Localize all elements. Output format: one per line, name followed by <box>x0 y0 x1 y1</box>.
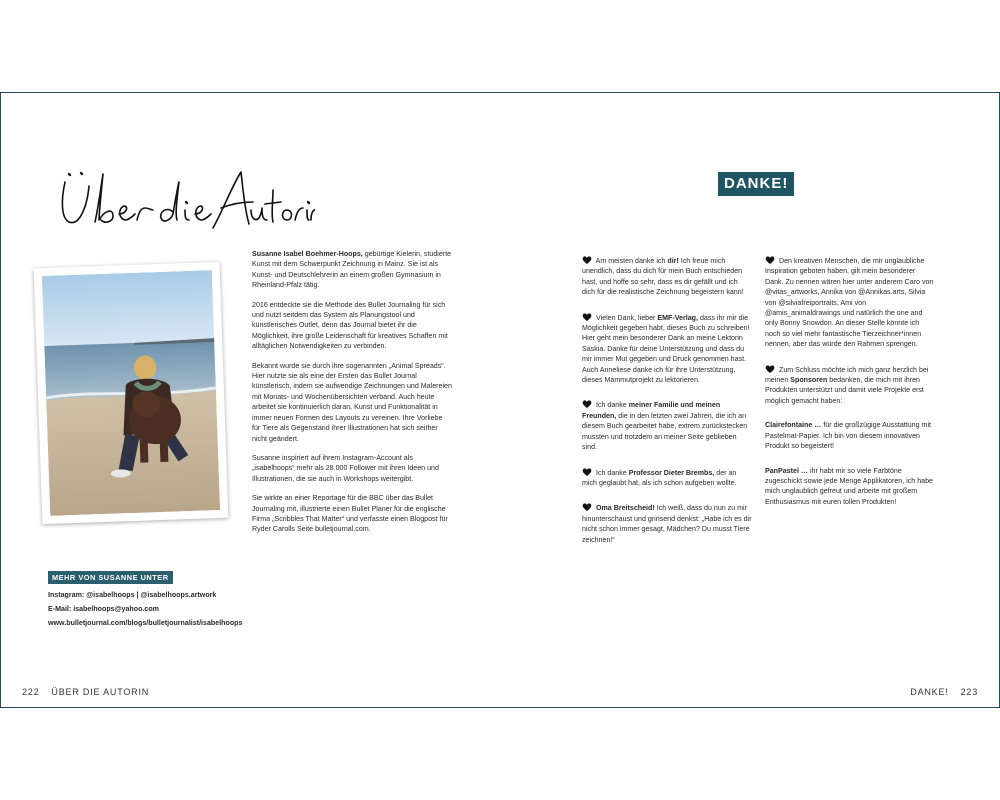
heart-icon <box>582 255 592 265</box>
running-head-right: DANKE! <box>910 687 949 697</box>
title-script-lettering <box>55 160 315 240</box>
heart-icon <box>765 255 775 265</box>
thanks-entry: Zum Schluss möchte ich mich ganz herzlich bei meinen Sponsoren bedanken, die mich mit ihren Produkten unterstützt und damit viele Projekte erst möglich gemacht haben: <box>765 365 929 405</box>
thanks-entry: Ich danke Professor Dieter Brembs, der an mich geglaubt hat, als ich schon aufgeben wollte. <box>582 468 737 487</box>
thanks-column-right <box>765 255 935 521</box>
heart-icon <box>765 364 775 374</box>
heart-icon <box>582 399 592 409</box>
heart-icon <box>582 502 592 512</box>
footer-right <box>910 687 978 697</box>
footer-left <box>22 687 149 697</box>
page-number-left: 222 <box>22 687 40 697</box>
heart-icon <box>582 467 592 477</box>
more-from-author <box>48 571 308 630</box>
sponsor-entry: Clairefontaine … für die großzügige Ausstattung mit Pastelmat-Papier. Ich bin von diesem innovativen Produkt so begeistert! <box>765 421 931 451</box>
email-line: E-Mail: isabelhoops@yahoo.com <box>48 605 159 613</box>
thanks-entry: Vielen Dank, lieber EMF-Verlag, dass ihr mir die Möglichkeit gegeben habt, dieses Buch zu schreiben! Hier geht mein besonderer Dank an meine Lektorin Saskia. Danke für deine Unterstützung und dass du mir immer Mut gegeben und Druck genommen hast. Auch Anneliese danke ich für ihre Unterstützung, dieses Mammutprojekt zu lektorieren. <box>582 313 750 385</box>
bio-paragraph: Sie wirkte an einer Reportage für die BBC über das Bullet Journaling mit, illustrierte einen Bullet Planer für die englische Firma „Scribbles That Matter“ und verfasste einen Blogpost für Ryder Carolls Seite bulletjournal.com. <box>252 494 448 534</box>
thanks-column-left <box>582 255 752 559</box>
more-heading: MEHR VON SUSANNE UNTER <box>48 571 173 584</box>
thanks-entry: Den kreativen Menschen, die mir unglaubliche Inspiration geboten haben, gilt mein besonderer Dank. Zu nennen wären hier unter anderem Caro von @vitas_artworks, Annika von @Annikas.arts, Silvia von @silviafreiportraits, Ami von @amis_animaldrawings und natürlich the one and only Bonny Snowdon. An dieser Stelle könnte ich noch so viel mehr fantastische Tierzeichner*innen nennen, aber das würde den Rahmen sprengen. <box>765 257 934 349</box>
bio-paragraph: Susanne Isabel Boehmer-Hoops, gebürtige Kielerin, studierte Kunst mit dem Schwerpunkt Zeichnung in Mainz. Sie ist als Kunst- und Deutschlehrerin an einem großen Gymnasium in Rheinland-Pfalz tätig. <box>252 250 452 290</box>
heart-icon <box>582 312 592 322</box>
thanks-entry: Ich danke meiner Familie und meinen Freunden, die in den letzten zwei Jahren, die ich an diesem Buch gearbeitet habe, extrem zurückstecken mussten und trotzdem an meiner Seite geblieben sind. <box>582 401 748 452</box>
sponsor-entry: PanPastel … ihr habt mir so viele Farbtöne zugeschickt sowie jede Menge Applikatoren, ich habe mich unglaublich gefreut und arbeite mit großem Enthusiasmus mit euren tollen Produkten! <box>765 466 933 506</box>
running-head-left: ÜBER DIE AUTORIN <box>51 687 150 697</box>
website-line: www.bulletjournal.com/blogs/bulletjournalist/isabelhoops <box>48 619 243 627</box>
thanks-entry: Am meisten danke ich dir! Ich freue mich unendlich, dass du dich für mein Buch entschieden hast, und hoffe so sehr, dass es dir gefällt und ich dich für die realistische Zeichnung begeistern kann! <box>582 257 744 297</box>
bio-paragraph: 2016 entdeckte sie die Methode des Bullet Journaling für sich und nutzt seitdem das System als Planungstool und künstlerisches Outlet, denn das Journal bietet ihr die Möglichkeit, ihre große Leidenschaft für kreatives Schaffen mit alltäglichen Notwendigkeiten zu verbinden. <box>252 300 448 351</box>
instagram-line: Instagram: @isabelhoops | @isabelhoops.artwork <box>48 591 217 599</box>
page-number-right: 223 <box>960 687 978 697</box>
thanks-entry: Oma Breitscheid! Ich weiß, dass du nun zu mir hinunterschaust und grinsend denkst: „Habe ich es dir nicht schon immer gesagt, Mädchen? Du musst Tiere zeichnen!“ <box>582 504 752 544</box>
danke-heading: DANKE! <box>718 172 794 196</box>
bio-paragraph: Bekannt wurde sie durch ihre sogenannten „Animal Spreads“. Hier nutzte sie als eine der Ersten das Bullet Journal künstlerisch, indem sie aufwendige Zeichnungen und Malereien mit Monats- und Wochenübersichten verband. Auch heute arbeitet sie kontinuierlich daran, Kunst und Funktionalität in immer neuen Formen des Layouts zu vereinen. Ihre Vorliebe für Tiere als Gegenstand ihrer Illustrationen hat sich seither nicht geändert. <box>252 361 452 443</box>
author-photo <box>34 262 229 524</box>
bio-paragraph: Susanne inspiriert auf ihrem Instagram-Account als „isabelhoops“ mehr als 28.000 Follower mit ihren Ideen und Illustrationen, die sie auch in Workshops weitergibt. <box>252 453 439 483</box>
author-bio <box>252 249 452 544</box>
